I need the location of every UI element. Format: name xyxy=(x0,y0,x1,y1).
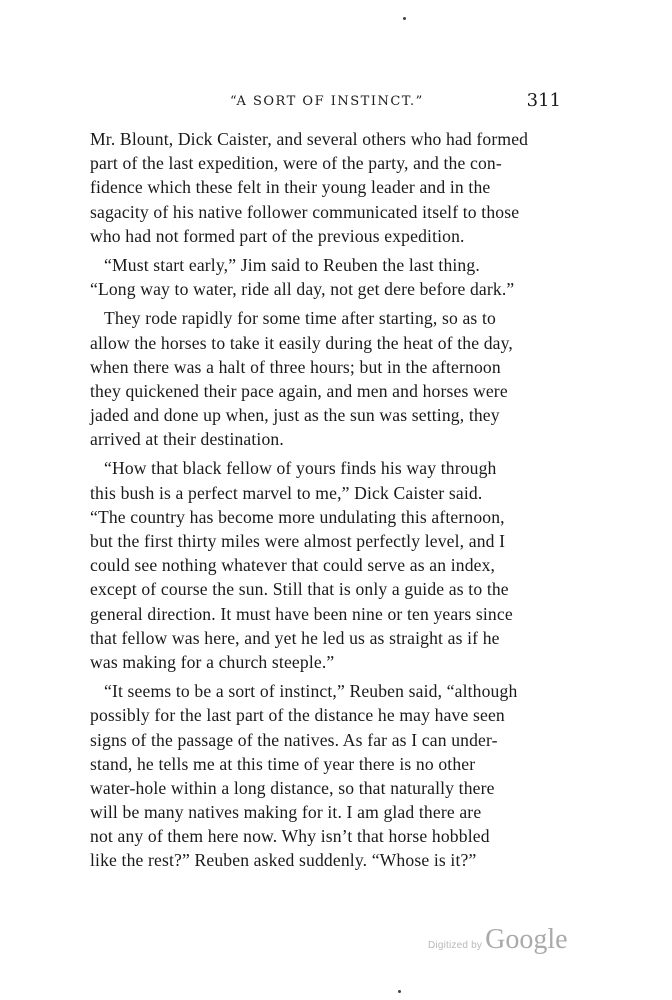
text-line: not any of them here now. Why isn’t that horse hobbled xyxy=(90,826,490,847)
text-line: who had not formed part of the previous expedition. xyxy=(90,225,465,246)
text-line: “Must start early,” Jim said to Reuben the last thing. xyxy=(104,254,480,275)
text-line: “How that black fellow of yours finds his way through xyxy=(104,458,497,479)
text-line: was making for a church steeple.” xyxy=(90,651,335,672)
text-line: signs of the passage of the natives. As far as I can under- xyxy=(90,729,498,750)
text-line: water-hole within a long distance, so that naturally there xyxy=(90,777,495,798)
text-line: Mr. Blount, Dick Caister, and several others who had formed xyxy=(90,129,529,149)
text-line: this bush is a perfect marvel to me,” Dick Caister said. xyxy=(90,482,483,503)
print-mark-top xyxy=(403,17,406,20)
text-line: fidence which these felt in their young leader and in the xyxy=(90,177,491,198)
text-line: like the rest?” Reuben asked suddenly. “Whose is it?” xyxy=(90,850,477,871)
text-line: “It seems to be a sort of instinct,” Reuben said, “although xyxy=(104,681,518,702)
text-line: “Long way to water, ride all day, not get dere before dark.” xyxy=(90,279,515,300)
text-line: sagacity of his native follower communicated itself to those xyxy=(90,201,520,222)
text-line: possibly for the last part of the distance he may have seen xyxy=(90,705,505,726)
print-mark-bottom xyxy=(398,990,401,993)
text-line: but the first thirty miles were almost perfectly level, and I xyxy=(90,531,506,551)
text-line: that fellow was here, and yet he led us as straight as if he xyxy=(90,627,500,648)
text-line: stand, he tells me at this time of year there is no other xyxy=(90,753,476,774)
text-line: arrived at their destination. xyxy=(90,429,284,450)
text-line: part of the last expedition, were of the party, and the con- xyxy=(90,153,502,174)
text-line: could see nothing whatever that could serve as an index, xyxy=(90,555,496,576)
text-line: They rode rapidly for some time after starting, so as to xyxy=(104,308,496,329)
text-line: “The country has become more undulating this afternoon, xyxy=(90,506,505,527)
text-line: will be many natives making for it. I am glad there are xyxy=(90,802,482,823)
text-line: general direction. It must have been nine or ten years since xyxy=(90,603,513,624)
body-text xyxy=(90,127,556,873)
digitized-watermark xyxy=(428,924,568,956)
text-line: except of course the sun. Still that is only a guide as to the xyxy=(90,579,509,600)
text-line: when there was a halt of three hours; but in the afternoon xyxy=(90,356,501,377)
running-title: “A SORT OF INSTINCT.” xyxy=(230,94,424,109)
text-line: allow the horses to take it easily during the heat of the day, xyxy=(90,332,513,353)
text-line: they quickened their pace again, and men and horses were xyxy=(90,380,508,401)
text-line: jaded and done up when, just as the sun was setting, they xyxy=(90,405,500,426)
watermark-prefix: Digitized by xyxy=(428,940,483,951)
page-header xyxy=(0,90,672,118)
page-number: 311 xyxy=(526,90,561,111)
google-logo: Google xyxy=(485,924,568,955)
